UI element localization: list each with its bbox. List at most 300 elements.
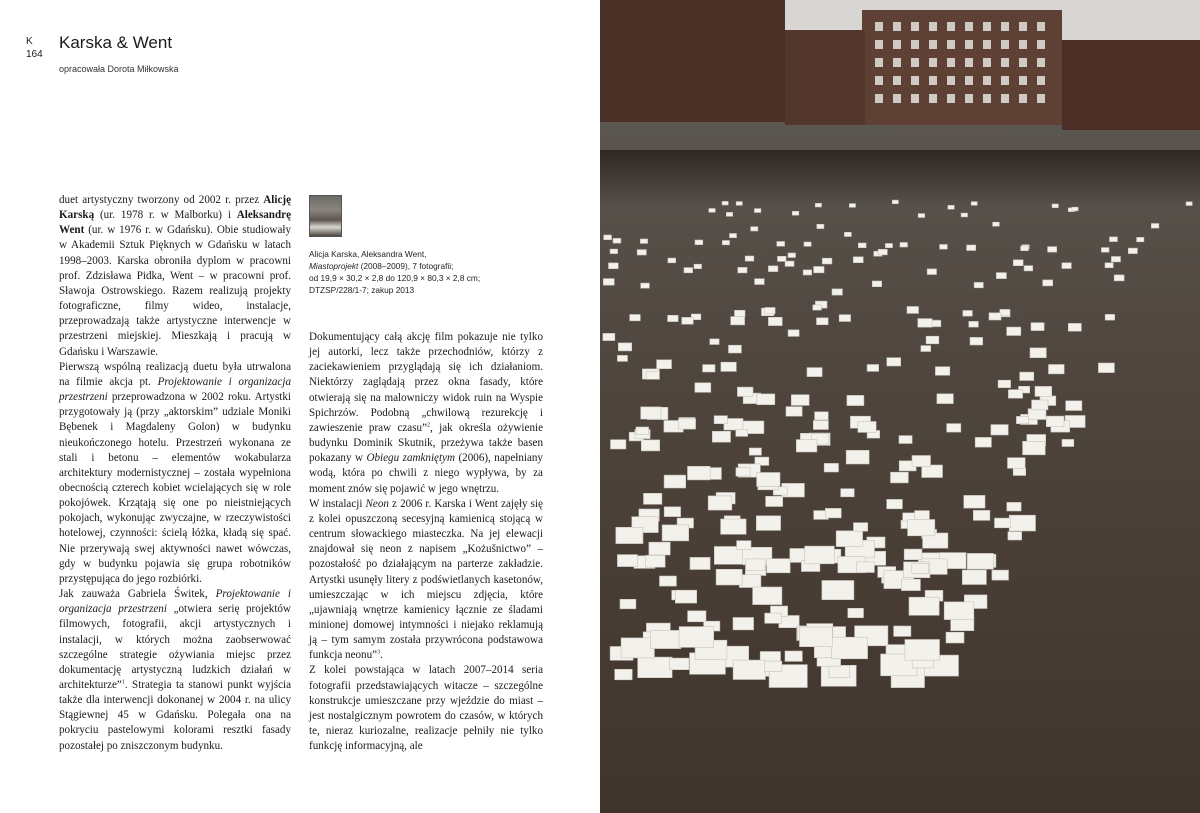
window bbox=[1001, 40, 1009, 49]
sugar-block bbox=[736, 202, 742, 206]
sugar-block bbox=[786, 407, 802, 417]
sugar-block bbox=[918, 319, 932, 328]
sugar-block bbox=[918, 214, 925, 218]
sugar-block bbox=[739, 575, 761, 588]
window bbox=[875, 40, 883, 49]
section-letter: K bbox=[26, 36, 33, 47]
sugar-block bbox=[615, 669, 633, 680]
sugar-block bbox=[1110, 237, 1118, 242]
sugar-block bbox=[731, 317, 745, 325]
sugar-block bbox=[1007, 327, 1021, 335]
sugar-block bbox=[1035, 386, 1052, 396]
artwork-photo-page bbox=[600, 0, 1200, 813]
sugar-block bbox=[901, 579, 920, 590]
window bbox=[893, 22, 901, 31]
sugar-block bbox=[904, 549, 922, 560]
sugar-block bbox=[1000, 309, 1010, 315]
sugar-block bbox=[1008, 532, 1022, 540]
sugar-block bbox=[694, 264, 702, 269]
window bbox=[911, 76, 919, 85]
footnote-ref: 2 bbox=[427, 422, 431, 429]
window bbox=[983, 58, 991, 67]
sugar-block bbox=[991, 425, 1008, 435]
sugar-block bbox=[998, 380, 1011, 388]
sugar-block bbox=[1128, 248, 1137, 254]
artwork-caption bbox=[309, 248, 524, 296]
footnote-ref: 3 bbox=[377, 649, 381, 656]
sugar-block bbox=[765, 308, 776, 314]
puddle bbox=[600, 150, 1200, 205]
sugar-block bbox=[730, 234, 737, 238]
sugar-block bbox=[678, 419, 695, 429]
window bbox=[1037, 40, 1045, 49]
sugar-block bbox=[867, 365, 879, 372]
sugar-block bbox=[675, 590, 696, 603]
window bbox=[911, 94, 919, 103]
sugar-block bbox=[872, 281, 881, 287]
caption-inventory: DTZSP/228/1-7; zakup 2013 bbox=[309, 285, 415, 295]
sugar-block bbox=[1016, 416, 1028, 423]
sugar-block bbox=[688, 611, 706, 622]
sugar-block bbox=[824, 463, 838, 472]
sugar-block bbox=[716, 569, 742, 585]
sugar-block bbox=[664, 507, 680, 517]
sugar-block bbox=[688, 466, 711, 480]
sugar-block bbox=[927, 269, 936, 275]
sugar-block bbox=[878, 249, 887, 255]
sugar-block bbox=[1008, 390, 1022, 399]
sugar-block bbox=[907, 307, 919, 314]
sugar-block bbox=[792, 211, 799, 215]
window bbox=[947, 76, 955, 85]
sugar-block bbox=[616, 527, 643, 543]
sugar-block bbox=[777, 242, 785, 247]
sugar-block bbox=[710, 339, 719, 345]
sugar-block bbox=[682, 317, 693, 324]
sugar-block bbox=[662, 525, 689, 541]
sugar-block bbox=[857, 562, 875, 573]
sugar-block bbox=[765, 613, 782, 623]
window bbox=[965, 94, 973, 103]
window bbox=[983, 76, 991, 85]
sugar-block bbox=[836, 531, 862, 547]
sugar-block bbox=[853, 257, 863, 263]
sugar-block bbox=[1111, 257, 1120, 262]
sugar-block bbox=[737, 387, 753, 396]
sugar-block bbox=[684, 268, 693, 273]
artwork-thumbnail bbox=[309, 195, 342, 237]
paragraph-1: duet artystyczny tworzony od 2002 r. przez Alicję Karską (ur. 1978 r. w Malborku) i Aleksandrę Went (ur. w 1976 r. w Gdańsku). Obie studiowały w Akademii Sztuk Pięknych w Gdańsku w latach 1998–2003. Karska obroniła dyplom w pracowni prof. Zdzisława Pidka, Went – w pracowni prof. Sławoja Ostrowskiego. Razem realizują projekty fotograficzne, filmy wideo, instalacje, przeprowadzają także artystyczne interwencje w przestrzeni miejskiej. Mieszkają i pracują w Gdańsku i Warszawie. bbox=[59, 194, 291, 358]
sugar-block bbox=[800, 627, 833, 647]
sugar-block bbox=[729, 345, 742, 353]
sugar-block bbox=[737, 541, 751, 550]
sugar-block bbox=[814, 646, 833, 658]
sugar-block bbox=[1013, 260, 1023, 266]
sugar-block bbox=[638, 657, 672, 678]
sugar-block bbox=[849, 204, 855, 208]
sugar-block bbox=[1151, 224, 1159, 229]
page-number: 164 bbox=[26, 49, 43, 60]
sugar-block bbox=[1105, 263, 1113, 268]
sugar-block bbox=[660, 576, 677, 586]
sugar-block bbox=[908, 520, 935, 536]
sugar-block bbox=[995, 518, 1011, 528]
sugar-block bbox=[912, 564, 929, 574]
sugar-block bbox=[963, 311, 972, 317]
sugar-block bbox=[1043, 280, 1053, 286]
sugar-block bbox=[1020, 372, 1034, 380]
sugar-block bbox=[1049, 365, 1065, 374]
sugar-block bbox=[603, 279, 614, 286]
caption-dimensions: od 19,9 × 30,2 × 2,8 do 120,9 × 80,3 × 2,8 cm; bbox=[309, 273, 481, 283]
sugar-block bbox=[621, 638, 654, 658]
sugar-block bbox=[817, 318, 829, 325]
sugar-block bbox=[788, 253, 796, 258]
window bbox=[1001, 22, 1009, 31]
sugar-block bbox=[817, 224, 824, 228]
sugar-block bbox=[1013, 468, 1025, 476]
sugar-block bbox=[1023, 441, 1046, 455]
window bbox=[875, 94, 883, 103]
sugar-block bbox=[757, 394, 775, 405]
sugar-block bbox=[640, 239, 647, 243]
sugar-block bbox=[1072, 207, 1078, 211]
sugar-block bbox=[788, 330, 799, 337]
sugar-block bbox=[768, 266, 778, 272]
sugar-block bbox=[722, 201, 728, 205]
sugar-block bbox=[822, 581, 854, 600]
sugar-block bbox=[756, 516, 780, 531]
sugar-block bbox=[738, 267, 747, 273]
window bbox=[1019, 58, 1027, 67]
paragraph-2: Pierwszą wspólną realizacją duetu była utrwalona na filmie akcja pt. Projektowanie i organizacja przestrzeni przeprowadzona w 2002 roku. Artystki przygotowały ją (przy „aktorskim” udziale Moniki Bębenek i Magdaleny Golon) w budynku nieukończonego hotelu. Przestrzeń wykonana ze stali i betonu – elementów wokabularza architektury modernistycznej – została wypełniona obecnością czterech kobiet wcielających się w role pokojówek. Krzątają się one po nieistniejących pokojach, wykonując zwyczajne, w rzeczywistości hotelowej, czynności: ścielą łóżka, kładą się spać. Nie przerywają swej aktywności nawet wówczas, gdy w budynku pojawia się grupa robotników przystępująca do jego rozbiórki. bbox=[59, 360, 291, 585]
sugar-block bbox=[753, 587, 782, 605]
sugar-block bbox=[989, 313, 1001, 320]
window bbox=[893, 40, 901, 49]
sugar-block bbox=[1030, 348, 1046, 358]
sugar-block bbox=[721, 362, 736, 371]
sugar-block bbox=[641, 407, 661, 419]
footnote-ref: 1 bbox=[121, 679, 125, 686]
sugar-block bbox=[858, 243, 866, 248]
artist-name-2: Aleksandrę Went bbox=[59, 209, 291, 237]
artwork-photograph bbox=[600, 0, 1200, 813]
caption-title: Miastoprojekt bbox=[309, 261, 359, 271]
paragraph-3-cont: Dokumentujący całą akcję film pokazuje nie tylko jej autorki, lecz także przechodniów, którzy z zaciekawieniem przyglądają się ich działaniom. Niektórzy zaglądają przez okna fasady, które otwierają się na malowniczy widok ruin na Wyspie Spichrzów. Podobną „chwilową rezurekcję i zawieszenie praw czasu”$^2$, jak określa ożywienie budynku Dominik Skutnik, przeżywa także basen pokazany w Obiegu zamkniętym (2006), napełniany wodą, która po chwili z niego wypływa, by za moment znów się pojawić w jego wnętrzu. bbox=[309, 331, 543, 495]
text-column-2 bbox=[309, 330, 543, 754]
sugar-block bbox=[839, 315, 850, 322]
sugar-block bbox=[1028, 409, 1046, 420]
window bbox=[965, 58, 973, 67]
sugar-block bbox=[668, 258, 676, 263]
sugar-block bbox=[703, 365, 715, 372]
sugar-block bbox=[767, 559, 790, 573]
sugar-block bbox=[1007, 502, 1021, 511]
sugar-block bbox=[610, 249, 618, 254]
sugar-block bbox=[617, 355, 627, 361]
sugar-block bbox=[749, 448, 761, 455]
sugar-block bbox=[969, 321, 979, 327]
sugar-block bbox=[796, 440, 817, 452]
sugar-block bbox=[892, 200, 898, 204]
sugar-block bbox=[736, 468, 750, 477]
artist-name-1: Alicję Karską bbox=[59, 194, 291, 222]
sugar-block bbox=[915, 511, 930, 520]
sugar-block bbox=[946, 632, 964, 643]
sugar-block bbox=[899, 436, 912, 444]
sugar-block bbox=[807, 368, 822, 377]
sugar-block bbox=[735, 310, 746, 316]
caption-artists: Alicja Karska, Aleksandra Went, bbox=[309, 249, 427, 259]
sugar-block bbox=[733, 618, 754, 630]
sugar-block bbox=[803, 270, 812, 275]
sugar-block bbox=[785, 651, 802, 661]
window bbox=[929, 76, 937, 85]
sugar-block bbox=[905, 640, 940, 661]
sugar-block bbox=[611, 440, 626, 449]
sugar-block bbox=[1098, 363, 1114, 373]
sugar-block bbox=[620, 599, 636, 609]
sugar-block bbox=[690, 557, 710, 569]
sugar-block bbox=[854, 523, 868, 532]
window bbox=[1037, 22, 1045, 31]
sugar-block bbox=[921, 346, 931, 352]
sugar-block bbox=[657, 360, 672, 369]
window bbox=[1001, 94, 1009, 103]
sugar-block bbox=[996, 273, 1006, 279]
window bbox=[947, 40, 955, 49]
sugar-block bbox=[714, 416, 727, 424]
window bbox=[965, 40, 973, 49]
sugar-block bbox=[848, 608, 864, 617]
sugar-block bbox=[814, 267, 824, 273]
text-column-1 bbox=[59, 193, 291, 754]
work-title: Neon bbox=[365, 497, 389, 510]
sugar-block bbox=[765, 661, 782, 671]
sugar-block bbox=[1066, 401, 1082, 411]
sugar-block bbox=[973, 510, 990, 520]
sugar-block bbox=[926, 336, 939, 344]
building-center bbox=[862, 10, 1062, 125]
window bbox=[965, 76, 973, 85]
sugar-block bbox=[613, 238, 621, 243]
window bbox=[983, 22, 991, 31]
sugar-block bbox=[791, 395, 809, 406]
sugar-block bbox=[1105, 314, 1115, 320]
sugar-block bbox=[846, 450, 869, 464]
sugar-block bbox=[664, 475, 686, 488]
sugar-block bbox=[948, 205, 954, 209]
sugar-block bbox=[609, 263, 619, 269]
window bbox=[929, 58, 937, 67]
window bbox=[893, 94, 901, 103]
sugar-block bbox=[785, 261, 794, 266]
window bbox=[947, 58, 955, 67]
sugar-block bbox=[947, 424, 961, 433]
sugar-block bbox=[679, 627, 714, 648]
sugar-block bbox=[804, 242, 811, 246]
sugar-block bbox=[641, 440, 659, 451]
sugar-block bbox=[670, 658, 689, 670]
sugar-block bbox=[909, 597, 939, 615]
window bbox=[929, 40, 937, 49]
window bbox=[911, 40, 919, 49]
sugar-block bbox=[894, 626, 911, 636]
sugar-block bbox=[815, 412, 829, 420]
sugar-block bbox=[935, 367, 949, 376]
sugar-block bbox=[668, 315, 679, 321]
caption-title-line bbox=[309, 260, 524, 272]
sugar-block bbox=[993, 222, 1000, 226]
building-left bbox=[600, 0, 785, 122]
window bbox=[875, 58, 883, 67]
sugar-block bbox=[887, 358, 901, 366]
sugar-block bbox=[695, 383, 711, 393]
sugar-block bbox=[813, 421, 828, 430]
window bbox=[1037, 58, 1045, 67]
sugar-block bbox=[1032, 400, 1048, 410]
sugar-block bbox=[815, 203, 821, 207]
sugar-block bbox=[1068, 323, 1081, 331]
building-mid bbox=[785, 30, 865, 125]
sugar-block bbox=[813, 305, 822, 310]
sugar-block bbox=[970, 337, 983, 345]
sugar-block bbox=[708, 496, 732, 510]
sugar-block bbox=[757, 473, 780, 487]
sugar-block bbox=[778, 256, 787, 261]
work-title: Projektowanie i organizacja przestrzeni bbox=[59, 375, 291, 404]
sugar-block bbox=[722, 241, 729, 245]
entry-author: opracowała Dorota Miłkowska bbox=[59, 64, 179, 74]
sugar-block bbox=[825, 508, 841, 518]
sugar-block bbox=[604, 235, 612, 240]
sugar-block bbox=[736, 429, 748, 436]
sugar-block bbox=[1062, 263, 1071, 269]
window bbox=[1001, 76, 1009, 85]
window bbox=[929, 22, 937, 31]
sugar-block bbox=[887, 499, 903, 508]
sugar-block bbox=[971, 202, 977, 206]
sugar-block bbox=[733, 660, 765, 679]
sugar-block bbox=[746, 559, 765, 571]
sugar-block bbox=[822, 258, 832, 264]
sugar-block bbox=[937, 394, 953, 404]
window bbox=[1037, 94, 1045, 103]
sugar-block bbox=[1046, 416, 1064, 427]
window bbox=[965, 22, 973, 31]
window bbox=[929, 94, 937, 103]
sugar-block bbox=[858, 422, 876, 433]
window bbox=[1037, 76, 1045, 85]
sugar-block bbox=[641, 283, 650, 288]
sugar-block bbox=[912, 456, 931, 467]
window bbox=[893, 58, 901, 67]
paragraph-3-start: Jak zauważa Gabriela Świtek, Projektowanie i organizacja przestrzeni „otwiera serię projektów filmowych, fotografii, akcji artystycznych i instalacji, w których można zaobserwować szczególne strategie ożywiania miejsc przez dokumentację artystyczną ludzkich działań w architekturze”$^1$. Strategia ta stanowi punkt wyjścia także dla interwencji dokonanej w 2004 r. na ulicy Stągiewnej 45 w Gdańsku. Polegała ona na pokryciu pastelowymi kolorami resztki fasady pozostałej po zniszczonym budynku. bbox=[59, 588, 291, 752]
sugar-block bbox=[1114, 275, 1124, 281]
window bbox=[1019, 22, 1027, 31]
sugar-block bbox=[964, 495, 985, 508]
sugar-block bbox=[974, 282, 983, 287]
sugar-block bbox=[751, 227, 758, 231]
sugar-block bbox=[1031, 323, 1044, 331]
sugar-block bbox=[962, 570, 986, 585]
sugar-block bbox=[967, 245, 976, 251]
sugar-block bbox=[712, 431, 730, 442]
sugar-block bbox=[768, 317, 782, 325]
sugar-block bbox=[651, 630, 681, 648]
sugar-block bbox=[891, 472, 909, 483]
building-right bbox=[1062, 40, 1200, 130]
sugar-block bbox=[1021, 246, 1029, 251]
window bbox=[911, 58, 919, 67]
window bbox=[1001, 58, 1009, 67]
window bbox=[893, 76, 901, 85]
window bbox=[875, 76, 883, 85]
entry-title: Karska & Went bbox=[59, 33, 173, 52]
window bbox=[1019, 40, 1027, 49]
sugar-block bbox=[841, 489, 855, 497]
sugar-block bbox=[644, 493, 662, 504]
sugar-block bbox=[636, 427, 649, 435]
sugar-block bbox=[709, 209, 715, 213]
window bbox=[1019, 76, 1027, 85]
sugar-block bbox=[646, 555, 666, 567]
sugar-block bbox=[829, 666, 849, 678]
sugar-block bbox=[1137, 237, 1144, 241]
sugar-block bbox=[745, 256, 754, 261]
sugar-block bbox=[766, 496, 783, 506]
sugar-block bbox=[754, 209, 761, 213]
sugar-block bbox=[847, 395, 864, 405]
sugar-block bbox=[992, 570, 1009, 580]
sugar-block bbox=[755, 279, 765, 285]
sugar-block bbox=[695, 240, 703, 245]
sugar-block bbox=[649, 542, 670, 555]
sugar-block bbox=[805, 546, 835, 564]
window bbox=[1019, 94, 1027, 103]
sugar-block bbox=[961, 213, 967, 217]
work-title: Obiegu zamkniętym bbox=[366, 452, 455, 465]
sugar-block bbox=[617, 555, 637, 567]
window bbox=[947, 94, 955, 103]
sugar-block bbox=[1008, 458, 1026, 469]
work-title: Projektowanie i organizacja przestrzeni bbox=[59, 588, 291, 616]
sugar-block bbox=[832, 637, 868, 659]
sugar-block bbox=[721, 519, 747, 534]
paragraph-4: W instalacji Neon z 2006 r. Karska i Went zajęły się z kolei opuszczoną secesyjną kamienicą stojącą w centrum słowackiego miasteczka. Na jej elewacji znajdował się neon z napisem „Kożušnictwo” – pozostałość po działającym na parterze zakładzie. Artystki usunęły litery z podświetlanych kasetonów, umieszczając w ich miejscu zdjęcia, które „ujawniają wnętrze kamienicy łącznie ze śladami minionej domowej intymności i niejako reklamują ją – tym samym została przywrócona podstawowa funkcja neonu”$^3$. bbox=[309, 497, 543, 662]
sugar-block bbox=[1186, 202, 1192, 206]
window bbox=[875, 22, 883, 31]
paragraph-5: Z kolei powstająca w latach 2007–2014 seria fotografii przedstawiających witacze – szczególne konstrukcje umieszczane przy wjeździe do miast – jest nostalgicznym powrotem do czasów, w których te, nieraz kuriozalne, realizacje pełniły nie tylko funkcję informacyjną, ale bbox=[309, 664, 543, 753]
window bbox=[983, 94, 991, 103]
sugar-block bbox=[944, 602, 974, 620]
sugar-block bbox=[1009, 515, 1035, 531]
sugar-block bbox=[832, 289, 842, 295]
window bbox=[983, 40, 991, 49]
sugar-block bbox=[975, 437, 991, 447]
sugar-block bbox=[900, 243, 908, 248]
window bbox=[911, 22, 919, 31]
sugar-block bbox=[1101, 248, 1109, 253]
caption-title-rest: (2008–2009), 7 fotografii; bbox=[358, 261, 454, 271]
sugar-block bbox=[637, 250, 646, 255]
sugar-block bbox=[940, 245, 948, 250]
sugar-block bbox=[931, 321, 941, 327]
sugar-block bbox=[726, 212, 732, 216]
sugar-block bbox=[967, 553, 993, 569]
sugar-block bbox=[630, 315, 641, 321]
sugar-block bbox=[1048, 247, 1057, 253]
